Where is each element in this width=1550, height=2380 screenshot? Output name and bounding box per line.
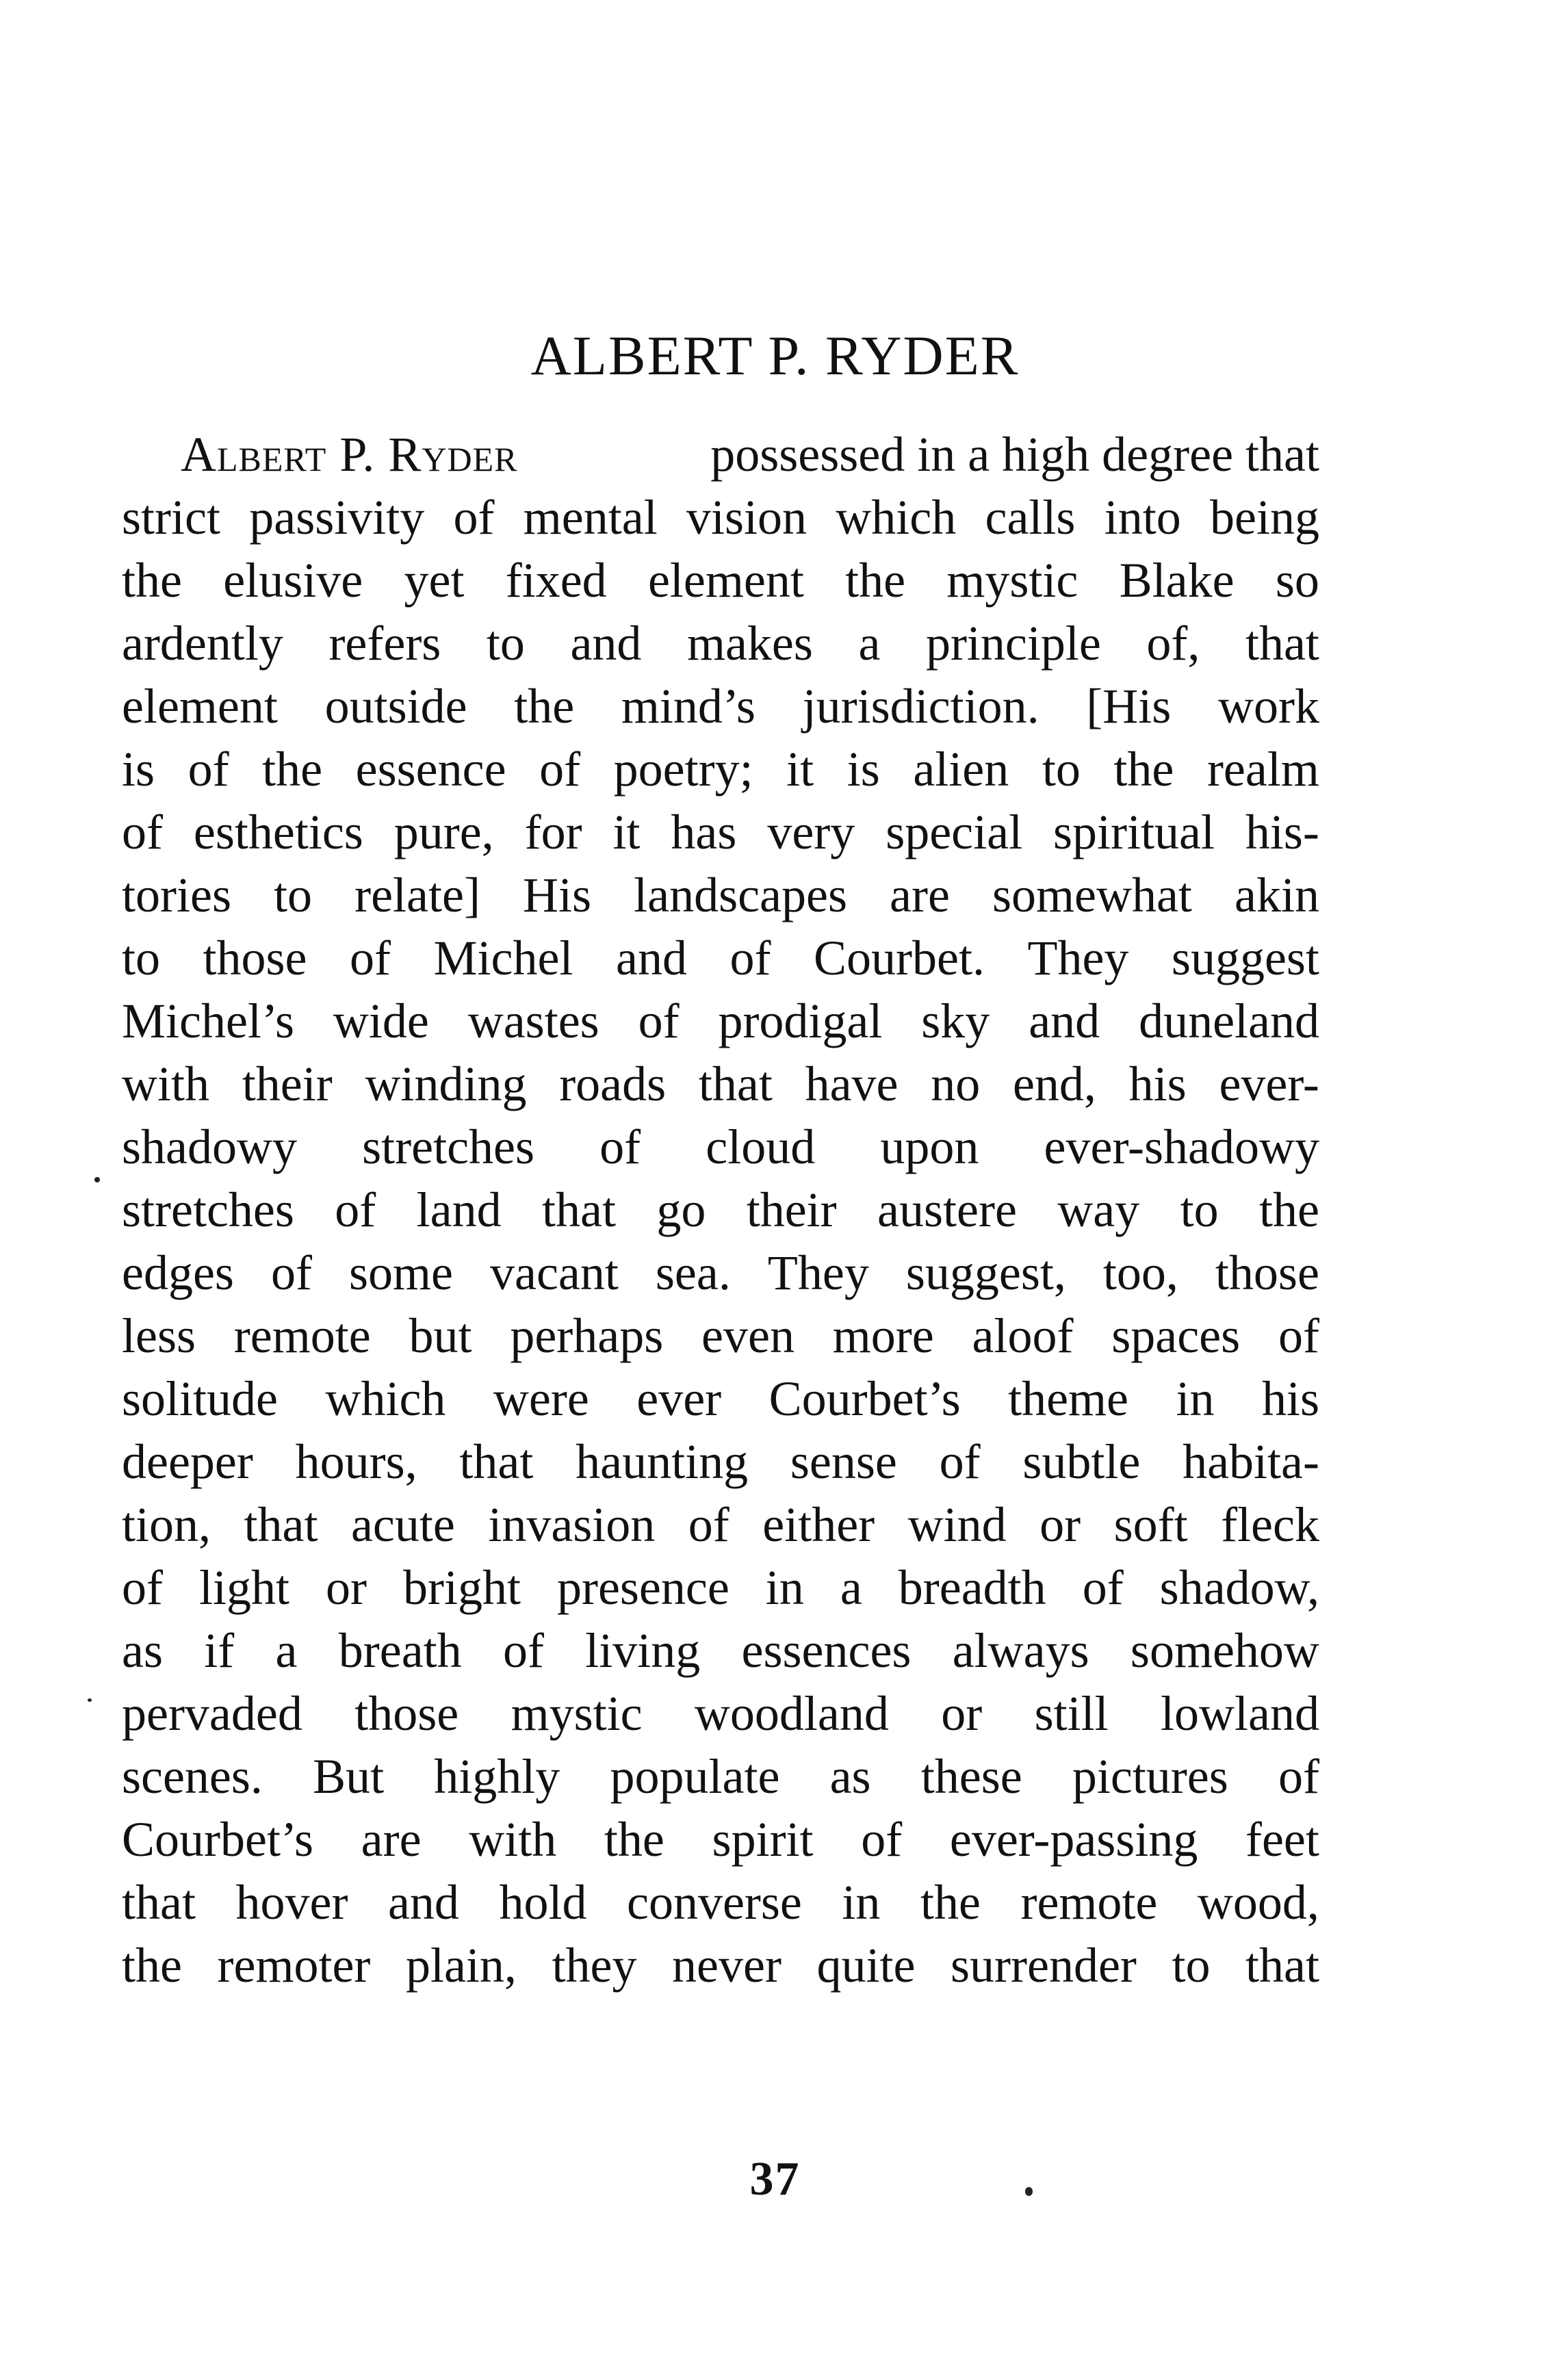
- text-line: as if a breath of living essences always somehow: [122, 1623, 1319, 1678]
- text-line: of esthetics pure, for it has very special spiritual his-: [122, 805, 1319, 859]
- text-line: the elusive yet fixed element the mystic Blake so: [122, 553, 1319, 608]
- ink-speck: [88, 1698, 92, 1702]
- text-line: to those of Michel and of Courbet. They suggest: [122, 931, 1319, 985]
- text-line: scenes. But highly populate as these pictures of: [122, 1749, 1319, 1804]
- ink-speck: [94, 1177, 100, 1182]
- text-line: element outside the mind’s jurisdiction. [His work: [122, 679, 1319, 734]
- chapter-title: ALBERT P. RYDER: [530, 324, 1020, 387]
- text-line: tories to relate] His landscapes are somewhat akin: [122, 868, 1319, 922]
- text-line: of light or bright presence in a breadth of shadow,: [122, 1560, 1319, 1615]
- text-line: strict passivity of mental vision which calls into being: [122, 490, 1319, 545]
- text-line: less remote but perhaps even more aloof spaces of: [122, 1308, 1319, 1363]
- text-line: edges of some vacant sea. They suggest, too, those: [122, 1245, 1319, 1300]
- text-line: Courbet’s are with the spirit of ever-passing feet: [122, 1812, 1319, 1867]
- text-line: stretches of land that go their austere way to the: [122, 1182, 1319, 1237]
- text-line: with their winding roads that have no end, his ever-: [122, 1057, 1319, 1111]
- text-line: solitude which were ever Courbet’s theme in his: [122, 1371, 1319, 1426]
- line-text: possessed in a high degree that: [710, 427, 1319, 482]
- text-line: [122, 423, 1319, 486]
- lead-in-name: Albert P. Ryder: [181, 427, 518, 482]
- text-line: that hover and hold converse in the remote wood,: [122, 1875, 1319, 1930]
- text-line: shadowy stretches of cloud upon ever-shadowy: [122, 1120, 1319, 1174]
- text-line: deeper hours, that haunting sense of subtle habita-: [122, 1434, 1319, 1489]
- text-line: pervaded those mystic woodland or still lowland: [122, 1686, 1319, 1741]
- text-line: ardently refers to and makes a principle of, that: [122, 616, 1319, 671]
- text-line: is of the essence of poetry; it is alien to the realm: [122, 742, 1319, 797]
- body-text: [122, 423, 1319, 1997]
- text-line: the remoter plain, they never quite surrender to that: [122, 1938, 1319, 1993]
- page-number: 37: [749, 2153, 801, 2206]
- text-line: Michel’s wide wastes of prodigal sky and duneland: [122, 994, 1319, 1048]
- text-line: tion, that acute invasion of either wind or soft fleck: [122, 1497, 1319, 1552]
- ink-speck: [1025, 2187, 1033, 2196]
